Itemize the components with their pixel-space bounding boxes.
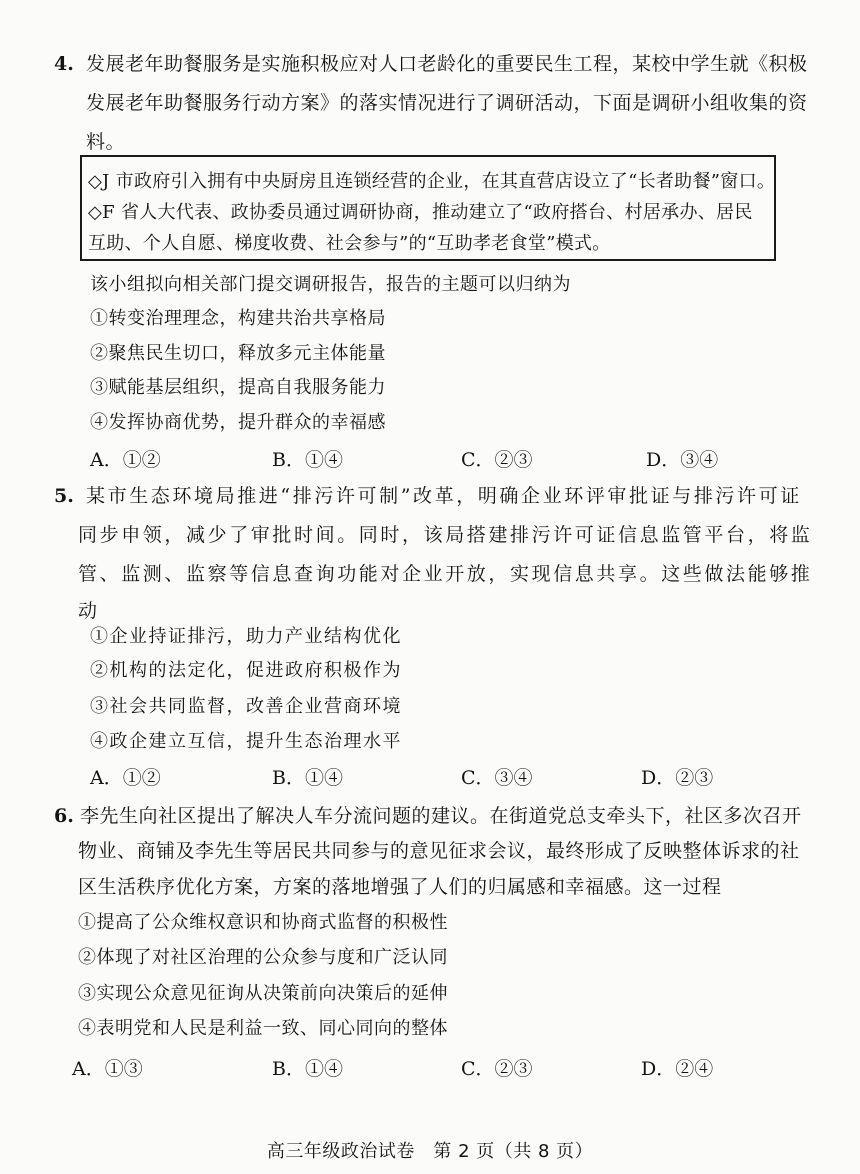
question-5-option-d[interactable]: D．②③ [641, 767, 714, 789]
question-6-option-d[interactable]: D．②④ [641, 1058, 714, 1080]
question-5-item-3: ③社会共同监督，改善企业营商环境 [90, 696, 402, 717]
question-5-option-b[interactable]: B．①④ [272, 767, 343, 789]
question-5-number: 5. [54, 485, 74, 507]
question-5-item-2: ②机构的法定化，促进政府积极作为 [90, 660, 402, 681]
question-4-option-b[interactable]: B．①④ [272, 449, 343, 471]
question-4-material-line-1: ◇J 市政府引入拥有中央厨房且连锁经营的企业，在其直营店设立了“长者助餐”窗口。 [88, 171, 776, 192]
question-5-stem-line-2: 同步申领，减少了审批时间。同时，该局搭建排污许可证信息监管平台，将监 [78, 524, 813, 546]
question-6-item-1: ①提高了公众维权意识和协商式监督的积极性 [78, 912, 448, 933]
question-6-item-2: ②体现了对社区治理的公众参与度和广泛认同 [78, 947, 448, 968]
question-6-stem-line-3: 区生活秩序优化方案，方案的落地增强了人们的归属感和幸福感。这一过程 [78, 876, 722, 898]
question-4-material-line-2: ◇F 省人大代表、政协委员通过调研协商，推动建立了“政府搭台、村居承办、居民 [88, 202, 753, 223]
question-4-number: 4. [54, 53, 74, 75]
question-4-material-line-3: 互助、个人自愿、梯度收费、社会参与”的“互助孝老食堂”模式。 [88, 233, 611, 254]
question-6-number: 6. [54, 805, 74, 827]
question-4-stem-line-2: 发展老年助餐服务行动方案》的落实情况进行了调研活动，下面是调研小组收集的资 [86, 92, 808, 114]
question-6-stem-line-2: 物业、商铺及李先生等居民共同参与的意见征求会议，最终形成了反映整体诉求的社 [78, 840, 800, 862]
question-6-option-a[interactable]: A．①③ [72, 1058, 143, 1080]
question-6-stem-line-1: 李先生向社区提出了解决人车分流问题的建议。在街道党总支牵头下，社区多次召开 [80, 805, 802, 827]
question-4-option-c[interactable]: C．②③ [461, 449, 533, 471]
question-5-item-4: ④政企建立互信，提升生态治理水平 [90, 731, 402, 752]
question-6-item-3: ③实现公众意见征询从决策前向决策后的延伸 [78, 983, 448, 1004]
question-4-item-1: ①转变治理理念，构建共治共享格局 [90, 308, 386, 329]
question-4-stem-line-3: 料。 [86, 131, 126, 153]
question-5-stem-line-3: 管、监测、监察等信息查询功能对企业开放，实现信息共享。这些做法能够推 [78, 563, 813, 585]
question-4-item-4: ④发挥协商优势，提升群众的幸福感 [90, 412, 386, 433]
question-4-item-3: ③赋能基层组织，提高自我服务能力 [90, 377, 386, 398]
question-4-option-d[interactable]: D．③④ [646, 449, 719, 471]
question-6-option-b[interactable]: B．①④ [272, 1058, 343, 1080]
question-5-stem-line-4: 动 [78, 600, 98, 622]
question-6-item-4: ④表明党和人民是利益一致、同心同向的整体 [78, 1018, 448, 1039]
question-6-option-c[interactable]: C．②③ [461, 1058, 533, 1080]
question-5-option-a[interactable]: A．①② [90, 767, 161, 789]
question-4-stem-line-1: 发展老年助餐服务是实施积极应对人口老龄化的重要民生工程，某校中学生就《积极 [86, 53, 808, 75]
question-5-option-c[interactable]: C．③④ [461, 767, 533, 789]
page-footer: 高三年级政治试卷 第 2 页（共 8 页） [266, 1141, 594, 1162]
question-4-item-2: ②聚焦民生切口，释放多元主体能量 [90, 343, 386, 364]
question-5-item-1: ①企业持证排污，助力产业结构优化 [90, 626, 402, 647]
question-5-stem-line-1: 某市生态环境局推进“排污许可制”改革，明确企业环评审批证与排污许可证 [86, 485, 802, 507]
question-4-prompt: 该小组拟向相关部门提交调研报告，报告的主题可以归纳为 [90, 274, 571, 295]
question-4-option-a[interactable]: A．①② [90, 449, 161, 471]
